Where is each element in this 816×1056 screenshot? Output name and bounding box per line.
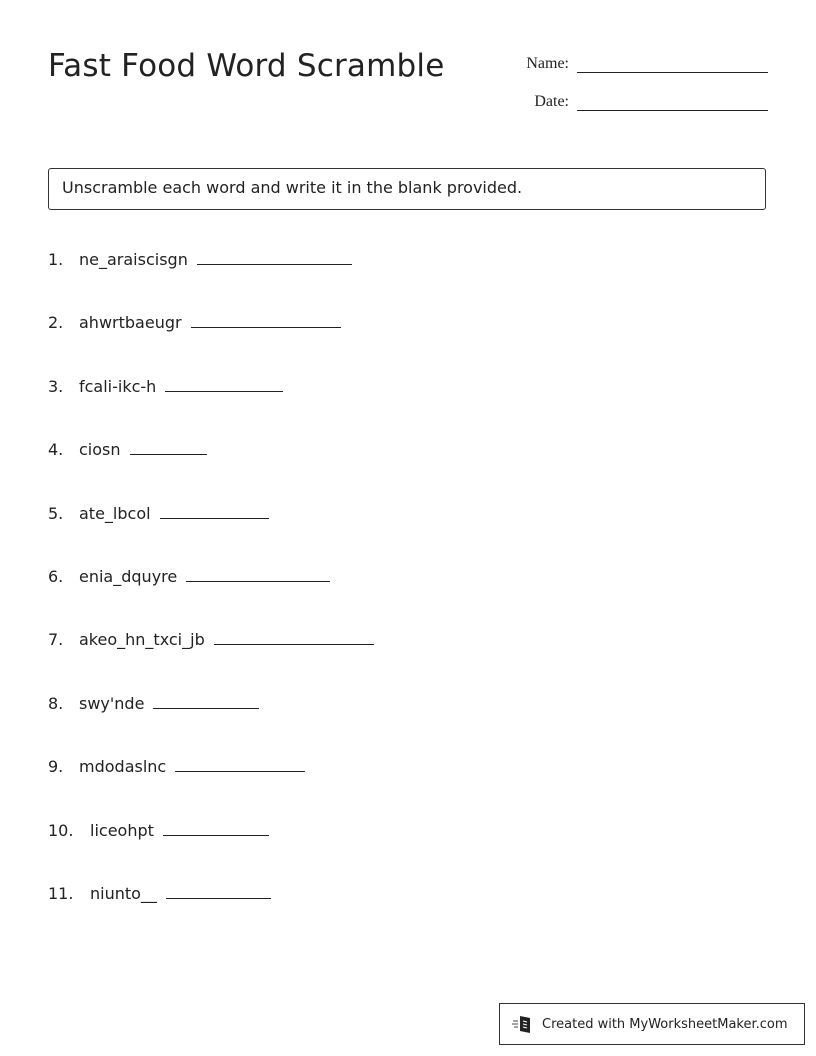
word-item	[48, 440, 207, 459]
answer-blank[interactable]	[214, 632, 374, 645]
item-number: 4.	[48, 440, 64, 460]
scrambled-word: niunto__	[90, 884, 157, 903]
answer-blank[interactable]	[153, 696, 259, 709]
word-item	[48, 250, 352, 269]
name-label: Name:	[526, 55, 569, 72]
name-field	[526, 55, 768, 73]
item-number: 7.	[48, 630, 64, 650]
scrambled-word: liceohpt	[90, 820, 154, 840]
word-item	[48, 313, 341, 332]
answer-blank[interactable]	[175, 759, 305, 772]
answer-blank[interactable]	[166, 886, 271, 899]
date-blank	[577, 94, 768, 111]
date-field	[534, 93, 768, 111]
date-label: Date:	[534, 93, 569, 110]
scrambled-word: mdodaslnc	[79, 757, 167, 777]
instructions-box: Unscramble each word and write it in the blank provided.	[48, 168, 766, 210]
item-number: 11.	[48, 884, 74, 903]
scrambled-word: ciosn	[79, 440, 121, 460]
item-number: 2.	[48, 313, 64, 333]
answer-blank[interactable]	[186, 569, 330, 582]
footer-text: Created with MyWorksheetMaker.com	[542, 1016, 788, 1032]
worksheet-logo-icon	[512, 1013, 534, 1035]
item-number: 9.	[48, 757, 64, 777]
answer-blank[interactable]	[160, 506, 269, 519]
scrambled-word: ne_araiscisgn	[79, 250, 188, 269]
item-number: 5.	[48, 503, 64, 523]
answer-blank[interactable]	[165, 379, 283, 392]
scrambled-word: enia_dquyre	[79, 567, 178, 586]
item-number: 6.	[48, 567, 64, 586]
word-item	[48, 504, 269, 523]
word-item	[48, 821, 269, 840]
answer-blank[interactable]	[130, 442, 207, 455]
word-item	[48, 630, 374, 649]
item-number: 1.	[48, 250, 64, 269]
word-item	[48, 567, 330, 586]
item-number: 3.	[48, 376, 64, 396]
name-blank	[577, 56, 768, 73]
footer-credit	[499, 1003, 805, 1045]
word-item	[48, 757, 305, 776]
scrambled-word: akeo_hn_txci_jb	[79, 630, 205, 650]
item-number: 10.	[48, 820, 74, 840]
answer-blank[interactable]	[163, 823, 269, 836]
word-item	[48, 884, 271, 903]
scrambled-word: ahwrtbaeugr	[79, 313, 182, 333]
worksheet-title: Fast Food Word Scramble	[48, 48, 445, 84]
word-item	[48, 377, 283, 396]
item-number: 8.	[48, 693, 64, 713]
scrambled-word: swy'nde	[79, 693, 145, 713]
answer-blank[interactable]	[197, 252, 352, 265]
word-item	[48, 694, 259, 713]
scrambled-word: fcali-ikc-h	[79, 376, 157, 396]
answer-blank[interactable]	[191, 315, 341, 328]
scrambled-word: ate_lbcol	[79, 503, 151, 523]
